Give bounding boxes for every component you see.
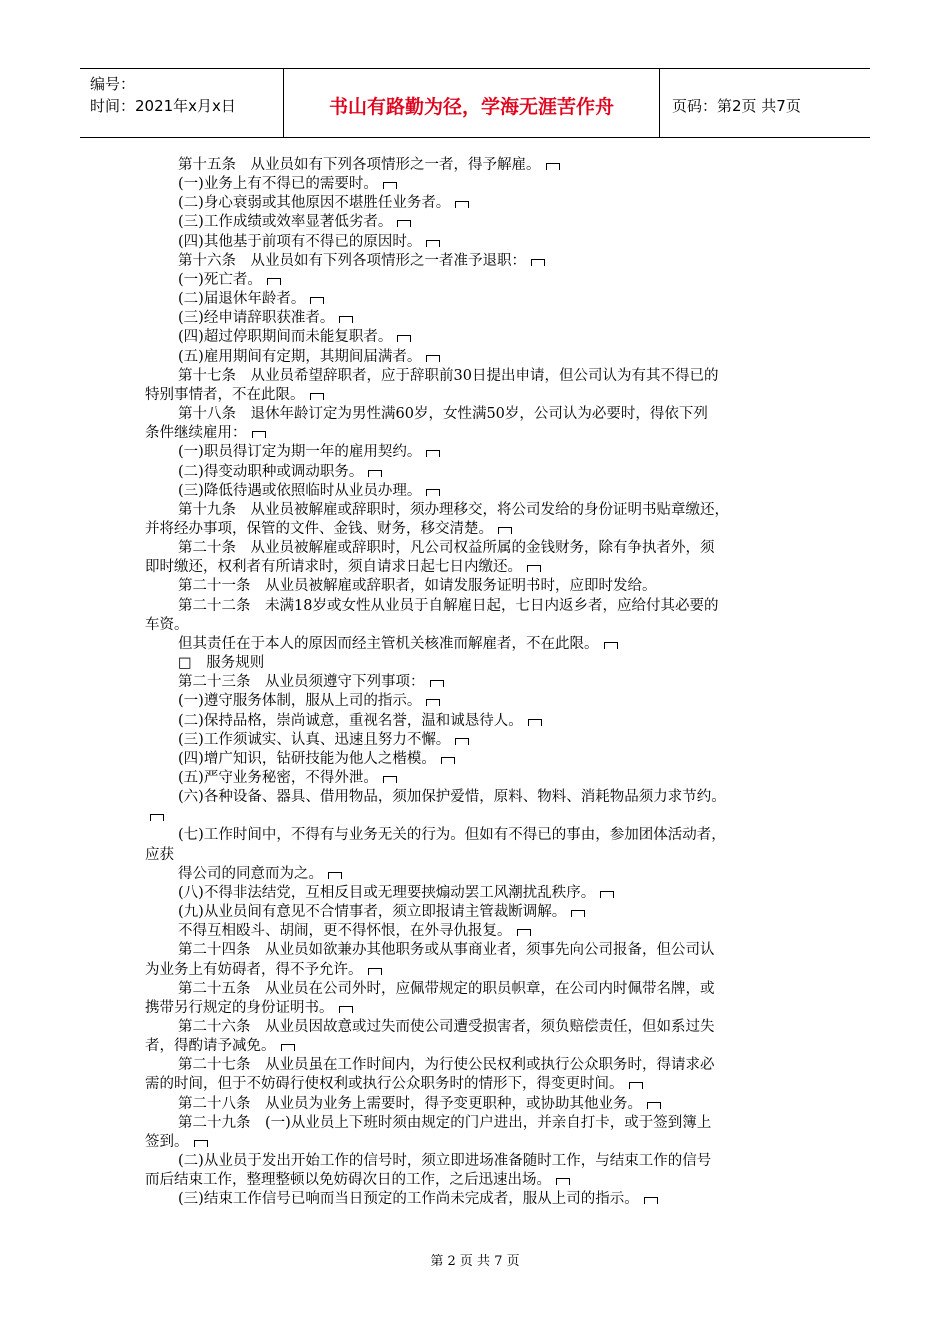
- paragraph-mark-icon: [368, 968, 382, 975]
- text-line-content: (五)严守业务秘密，不得外泄。: [178, 770, 378, 786]
- text-line-content: 第二十九条 (一)从业员上下班时须由规定的门户进出，并亲自打卡，或于签到簿上: [178, 1114, 712, 1131]
- text-line-content: (四)超过停职期间而未能复职者。: [178, 329, 393, 346]
- text-line-content: (三)工作须诚实、认真、迅速且努力不懈。: [178, 731, 451, 748]
- paragraph-mark-icon: [600, 891, 614, 898]
- paragraph-mark-icon: [604, 642, 618, 649]
- text-line: [145, 463, 815, 482]
- paragraph-mark-icon: [441, 757, 455, 764]
- text-line-content: 为业务上有妨碍者，得不予允许。: [145, 961, 363, 978]
- text-line: [145, 731, 815, 750]
- paragraph-mark-icon: [644, 1197, 658, 1204]
- text-line-content: 需的时间，但于不妨碍行使权利或执行公众职务时的情形下，得变更时间。: [145, 1076, 624, 1093]
- text-line-content: 第二十一条 从业员被解雇或辞职者，如请发服务证明书时，应即时发给。: [178, 578, 657, 595]
- paragraph-mark-icon: [455, 201, 469, 208]
- paragraph-mark-icon: [629, 1082, 643, 1089]
- document-date-label: 时间：2021年x月x日: [90, 97, 236, 115]
- text-line: [145, 271, 815, 290]
- document-body: [145, 156, 815, 1210]
- text-line-content: (三)工作成绩或效率显著低劣者。: [178, 214, 393, 231]
- text-line: [145, 1075, 815, 1094]
- text-line: [145, 175, 815, 194]
- text-line-content: 特别事情者，不在此限。: [145, 386, 305, 403]
- paragraph-mark-icon: [426, 355, 440, 362]
- paragraph-mark-icon: [556, 1178, 570, 1185]
- paragraph-mark-icon: [310, 393, 324, 400]
- paragraph-mark-icon: [426, 699, 440, 706]
- text-line-content: 第二十三条 从业员须遵守下列事项：: [178, 674, 425, 691]
- text-line-content: (一)遵守服务体制，服从上司的指示。: [178, 693, 422, 710]
- paragraph-mark-icon: [430, 680, 444, 687]
- page-footer: 第 2 页 共 7 页: [430, 1254, 520, 1269]
- paragraph-mark-icon: [383, 776, 397, 783]
- document-number-label: 编号：: [90, 75, 136, 93]
- text-line: [145, 1037, 815, 1056]
- text-line: [145, 712, 815, 731]
- text-line: [145, 290, 815, 309]
- text-line-content: 第二十六条 从业员因故意或过失而使公司遭受损害者，须负赔偿责任，但如系过失: [178, 1019, 715, 1036]
- paragraph-mark-icon: [455, 738, 469, 745]
- paragraph-mark-icon: [339, 316, 353, 323]
- text-line: [145, 750, 815, 769]
- text-line: [145, 846, 815, 865]
- text-line: [145, 692, 815, 711]
- text-line: [145, 980, 815, 999]
- text-line-content: 车资。: [145, 616, 189, 633]
- header-slogan: 书山有路勤为径，学海无涯苦作舟: [284, 69, 660, 137]
- text-line-content: 第十七条 从业员希望辞职者，应于辞职前30日提出申请，但公司认为有其不得已的: [178, 367, 719, 384]
- text-line: [145, 1171, 815, 1190]
- text-line: [145, 156, 815, 175]
- text-line-content: (八)不得非法结党，互相反目或无理要挟煽动罢工风潮扰乱秩序。: [178, 884, 596, 901]
- text-line-content: (一)死亡者。: [178, 271, 262, 288]
- text-line: [145, 1018, 815, 1037]
- text-line: [145, 252, 815, 271]
- text-line-content: 第二十二条 未满18岁或女性从业员于自解雇日起，七日内返乡者，应给付其必要的: [178, 597, 719, 614]
- text-line: [145, 194, 815, 213]
- paragraph-mark-icon: [281, 1044, 295, 1051]
- text-line: [145, 424, 815, 443]
- text-line: [145, 233, 815, 252]
- text-line-content: 第十五条 从业员如有下列各项情形之一者，得予解雇。: [178, 157, 541, 173]
- text-line-content: (三)结束工作信号已响而当日预定的工作尚未完成者，服从上司的指示。: [178, 1191, 639, 1208]
- text-line-content: 第二十五条 从业员在公司外时，应佩带规定的职员帜章，在公司内时佩带名牌，或: [178, 980, 715, 997]
- text-line: [145, 213, 815, 232]
- text-line: [145, 635, 815, 654]
- text-line: [145, 884, 815, 903]
- paragraph-mark-icon: [647, 1102, 661, 1109]
- text-line: [145, 903, 815, 922]
- text-line: [145, 309, 815, 328]
- text-line-content: 第二十条 从业员被解雇或辞职时，凡公司权益所属的金钱财务，除有争执者外，须: [178, 540, 715, 557]
- paragraph-mark-icon: [498, 527, 512, 534]
- text-line-content: 即时缴还，权利者有所请求时，须自请求日起七日内缴还。: [145, 559, 522, 576]
- paragraph-mark-icon: [528, 719, 542, 726]
- text-line-content: 条件继续雇用：: [145, 425, 247, 442]
- text-line-content: 第十六条 从业员如有下列各项情形之一者准予退职：: [178, 252, 526, 269]
- text-line: [145, 482, 815, 501]
- text-line-content: (二)得变动职种或调动职务。: [178, 463, 364, 480]
- header-info-cell: [80, 69, 284, 137]
- text-line-content: 签到。: [145, 1133, 189, 1150]
- text-line-content: 不得互相殴斗、胡闹，更不得怀恨，在外寻仇报复。: [178, 923, 512, 940]
- text-line: [145, 558, 815, 577]
- text-line: [145, 367, 815, 386]
- paragraph-mark-icon: [267, 278, 281, 285]
- text-line: [145, 386, 815, 405]
- text-line-content: (三)经申请辞职获准者。: [178, 310, 335, 327]
- text-line-content: 但其责任在于本人的原因而经主管机关核准而解雇者，不在此限。: [178, 635, 599, 652]
- paragraph-mark-icon: [426, 450, 440, 457]
- paragraph-mark-icon: [383, 182, 397, 189]
- paragraph-mark-icon: [397, 220, 411, 227]
- paragraph-mark-icon: [531, 259, 545, 266]
- paragraph-mark-icon: [571, 910, 585, 917]
- text-line: [145, 922, 815, 941]
- text-line: [145, 865, 815, 884]
- text-line: [145, 807, 815, 826]
- text-line-content: (七)工作时间中，不得有与业务无关的行为。但如有不得已的事由，参加团体活动者，: [178, 827, 726, 844]
- paragraph-mark-icon: [150, 814, 164, 821]
- text-line-content: 第十九条 从业员被解雇或辞职时，须办理移交，将公司发给的身份证明书贴章缴还，: [178, 501, 729, 518]
- text-line-content: (二)保持品格，崇尚诚意，重视名誉，温和诚恳待人。: [178, 712, 523, 729]
- text-line-content: (六)各种设备、器具、借用物品，须加保护爱惜，原料、物料、消耗物品须力求节约。: [178, 789, 726, 806]
- text-line: [145, 328, 815, 347]
- paragraph-mark-icon: [368, 470, 382, 477]
- text-line-content: 得公司的同意而为之。: [178, 865, 323, 882]
- paragraph-mark-icon: [310, 297, 324, 304]
- text-line-content: 而后结束工作，整理整顿以免妨碍次日的工作，之后迅速出场。: [145, 1172, 551, 1189]
- text-line: [145, 788, 815, 807]
- text-line: [145, 616, 815, 635]
- text-line: [145, 1095, 815, 1114]
- text-line-content: 并将经办事项，保管的文件、金钱、财务，移交清楚。: [145, 520, 493, 537]
- text-line: [145, 1152, 815, 1171]
- text-line: [145, 673, 815, 692]
- text-line-content: 者，得酌请予减免。: [145, 1038, 276, 1055]
- text-line: [145, 597, 815, 616]
- text-line-content: (四)其他基于前项有不得已的原因时。: [178, 233, 422, 250]
- text-line: [145, 826, 815, 845]
- paragraph-mark-icon: [397, 335, 411, 342]
- paragraph-mark-icon: [426, 489, 440, 496]
- text-line-content: (二)从业员于发出开始工作的信号时，须立即进场准备随时工作，与结束工作的信号: [178, 1153, 712, 1170]
- text-line-content: (二)届退休年龄者。: [178, 291, 306, 308]
- text-line-content: □ 服务规则: [178, 655, 265, 672]
- text-line: [145, 520, 815, 539]
- paragraph-mark-icon: [517, 929, 531, 936]
- text-line-content: 第十八条 退休年龄订定为男性满60岁，女性满50岁，公司认为必要时，得依下列: [178, 406, 708, 423]
- header-page-number: 页码：第2页 共7页: [672, 96, 801, 115]
- text-line-content: (九)从业员间有意见不合情事者，须立即报请主管裁断调解。: [178, 904, 567, 921]
- text-line-content: 应获: [145, 846, 174, 863]
- paragraph-mark-icon: [328, 872, 342, 879]
- text-line-content: (五)雇用期间有定期，其期间届满者。: [178, 348, 422, 365]
- text-line: [145, 769, 815, 788]
- text-line: [145, 577, 815, 596]
- text-line: [145, 1114, 815, 1133]
- text-line-content: (二)身心衰弱或其他原因不堪胜任业务者。: [178, 195, 451, 212]
- text-line: [145, 1056, 815, 1075]
- document-header: [80, 68, 870, 138]
- text-line-content: (一)职员得订定为期一年的雇用契约。: [178, 444, 422, 461]
- paragraph-mark-icon: [339, 1006, 353, 1013]
- text-line-content: 携带另行规定的身份证明书。: [145, 999, 334, 1016]
- text-line: [145, 501, 815, 520]
- text-line: [145, 348, 815, 367]
- text-line: [145, 961, 815, 980]
- paragraph-mark-icon: [527, 565, 541, 572]
- text-line-content: 第二十四条 从业员如欲兼办其他职务或从事商业者，须事先向公司报备，但公司认: [178, 942, 715, 959]
- paragraph-mark-icon: [194, 1140, 208, 1147]
- text-line-content: (一)业务上有不得已的需要时。: [178, 176, 378, 193]
- text-line: [145, 999, 815, 1018]
- text-line: [145, 539, 815, 558]
- paragraph-mark-icon: [426, 240, 440, 247]
- text-line: [145, 941, 815, 960]
- text-line: [145, 654, 815, 673]
- paragraph-mark-icon: [546, 163, 560, 170]
- text-line-content: (三)降低待遇或依照临时从业员办理。: [178, 482, 422, 499]
- text-line-content: 第二十八条 从业员为业务上需要时，得予变更职种，或协助其他业务。: [178, 1095, 642, 1112]
- text-line-content: 第二十七条 从业员虽在工作时间内，为行使公民权利或执行公众职务时，得请求必: [178, 1057, 715, 1074]
- text-line: [145, 443, 815, 462]
- text-line-content: (四)增广知识，钻研技能为他人之楷模。: [178, 750, 436, 767]
- text-line: [145, 1133, 815, 1152]
- text-line: [145, 405, 815, 424]
- text-line: [145, 1190, 815, 1209]
- paragraph-mark-icon: [252, 431, 266, 438]
